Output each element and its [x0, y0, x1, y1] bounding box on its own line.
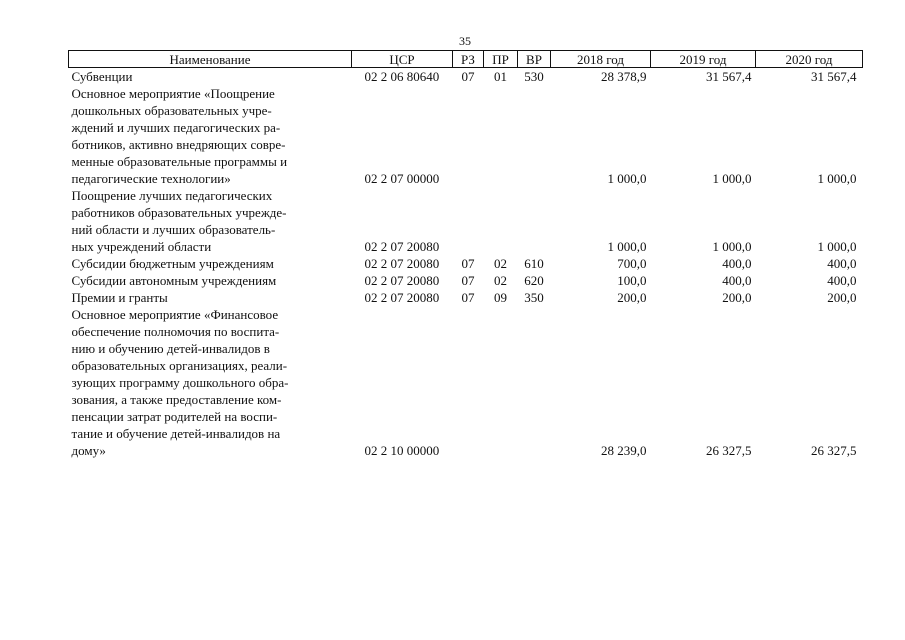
table-row	[69, 272, 863, 289]
row-2018: 28 239,0	[601, 443, 647, 458]
row-2019: 31 567,4	[706, 69, 752, 84]
row-csr: 02 2 07 20080	[364, 273, 440, 288]
row-rz: 07	[461, 69, 475, 84]
row-2020: 31 567,4	[811, 69, 857, 84]
row-2019: 26 327,5	[706, 443, 752, 458]
row-vr: 350	[524, 290, 544, 305]
row-name: Субсидии автономным учреждениям	[71, 273, 277, 288]
table-header-row	[69, 51, 863, 68]
row-name: Поощрение лучших педагогических работников образовательных учрежде- ний области и лучших образователь- ных учреждений области	[71, 188, 287, 254]
row-pr: 02	[494, 256, 507, 271]
row-2018: 1 000,0	[607, 239, 647, 254]
row-vr	[518, 306, 551, 459]
row-vr	[518, 187, 551, 255]
table-row	[69, 85, 863, 187]
row-2019: 400,0	[722, 273, 752, 288]
row-csr: 02 2 10 00000	[364, 443, 440, 458]
row-vr: 620	[524, 273, 544, 288]
row-pr: 02	[494, 273, 507, 288]
row-pr: 01	[494, 69, 507, 84]
row-rz: 07	[461, 256, 475, 271]
row-csr: 02 2 07 20080	[364, 290, 440, 305]
table-row	[69, 255, 863, 272]
row-pr	[484, 306, 518, 459]
row-2018: 28 378,9	[601, 69, 647, 84]
header-2020: 2020 год	[756, 51, 863, 68]
row-rz	[453, 187, 484, 255]
table-row	[69, 68, 863, 86]
row-2020: 400,0	[827, 256, 857, 271]
row-2019: 1 000,0	[712, 171, 752, 186]
row-2019: 1 000,0	[712, 239, 752, 254]
row-2018: 100,0	[617, 273, 647, 288]
table-row	[69, 289, 863, 306]
header-rz: РЗ	[453, 51, 484, 68]
row-rz: 07	[461, 273, 475, 288]
row-2018: 1 000,0	[607, 171, 647, 186]
row-2020: 200,0	[827, 290, 857, 305]
header-pr: ПР	[484, 51, 518, 68]
header-name: Наименование	[69, 51, 352, 68]
row-vr: 530	[524, 69, 544, 84]
budget-table	[68, 50, 863, 459]
row-vr	[518, 85, 551, 187]
row-csr: 02 2 07 00000	[364, 171, 440, 186]
row-2019: 200,0	[722, 290, 752, 305]
header-2019: 2019 год	[651, 51, 756, 68]
row-csr: 02 2 07 20080	[364, 256, 440, 271]
row-name: Основное мероприятие «Поощрение дошкольных образовательных учре- ждений и лучших педагогических ра- ботников, активно внедряющих совре- менные образовательные программы и педагогические технологии»	[71, 86, 288, 186]
row-rz	[453, 85, 484, 187]
row-name: Основное мероприятие «Финансовое обеспечение полномочия по воспита- нию и обучению детей-инвалидов в образовательных организациях, реали- зующих программу дошкольного обра- зования, а также предоставление ком- пенсации затрат родителей на воспи- тание и обучение детей-инвалидов на дому»	[71, 307, 289, 458]
row-2020: 1 000,0	[817, 171, 857, 186]
row-csr: 02 2 06 80640	[364, 69, 440, 84]
row-pr	[484, 85, 518, 187]
row-2020: 1 000,0	[817, 239, 857, 254]
row-2020: 400,0	[827, 273, 857, 288]
row-2019: 400,0	[722, 256, 752, 271]
row-name: Субсидии бюджетным учреждениям	[71, 256, 274, 271]
row-vr: 610	[524, 256, 544, 271]
row-2020: 26 327,5	[811, 443, 857, 458]
row-name: Субвенции	[71, 69, 133, 84]
header-vr: ВР	[518, 51, 551, 68]
row-2018: 200,0	[617, 290, 647, 305]
header-csr: ЦСР	[352, 51, 453, 68]
row-pr: 09	[494, 290, 507, 305]
row-csr: 02 2 07 20080	[364, 239, 440, 254]
row-rz: 07	[461, 290, 475, 305]
row-pr	[484, 187, 518, 255]
row-rz	[453, 306, 484, 459]
table-row	[69, 187, 863, 255]
row-2018: 700,0	[617, 256, 647, 271]
page-number: 35	[459, 34, 471, 48]
table-row	[69, 306, 863, 459]
header-2018: 2018 год	[551, 51, 651, 68]
row-name: Премии и гранты	[71, 290, 168, 305]
